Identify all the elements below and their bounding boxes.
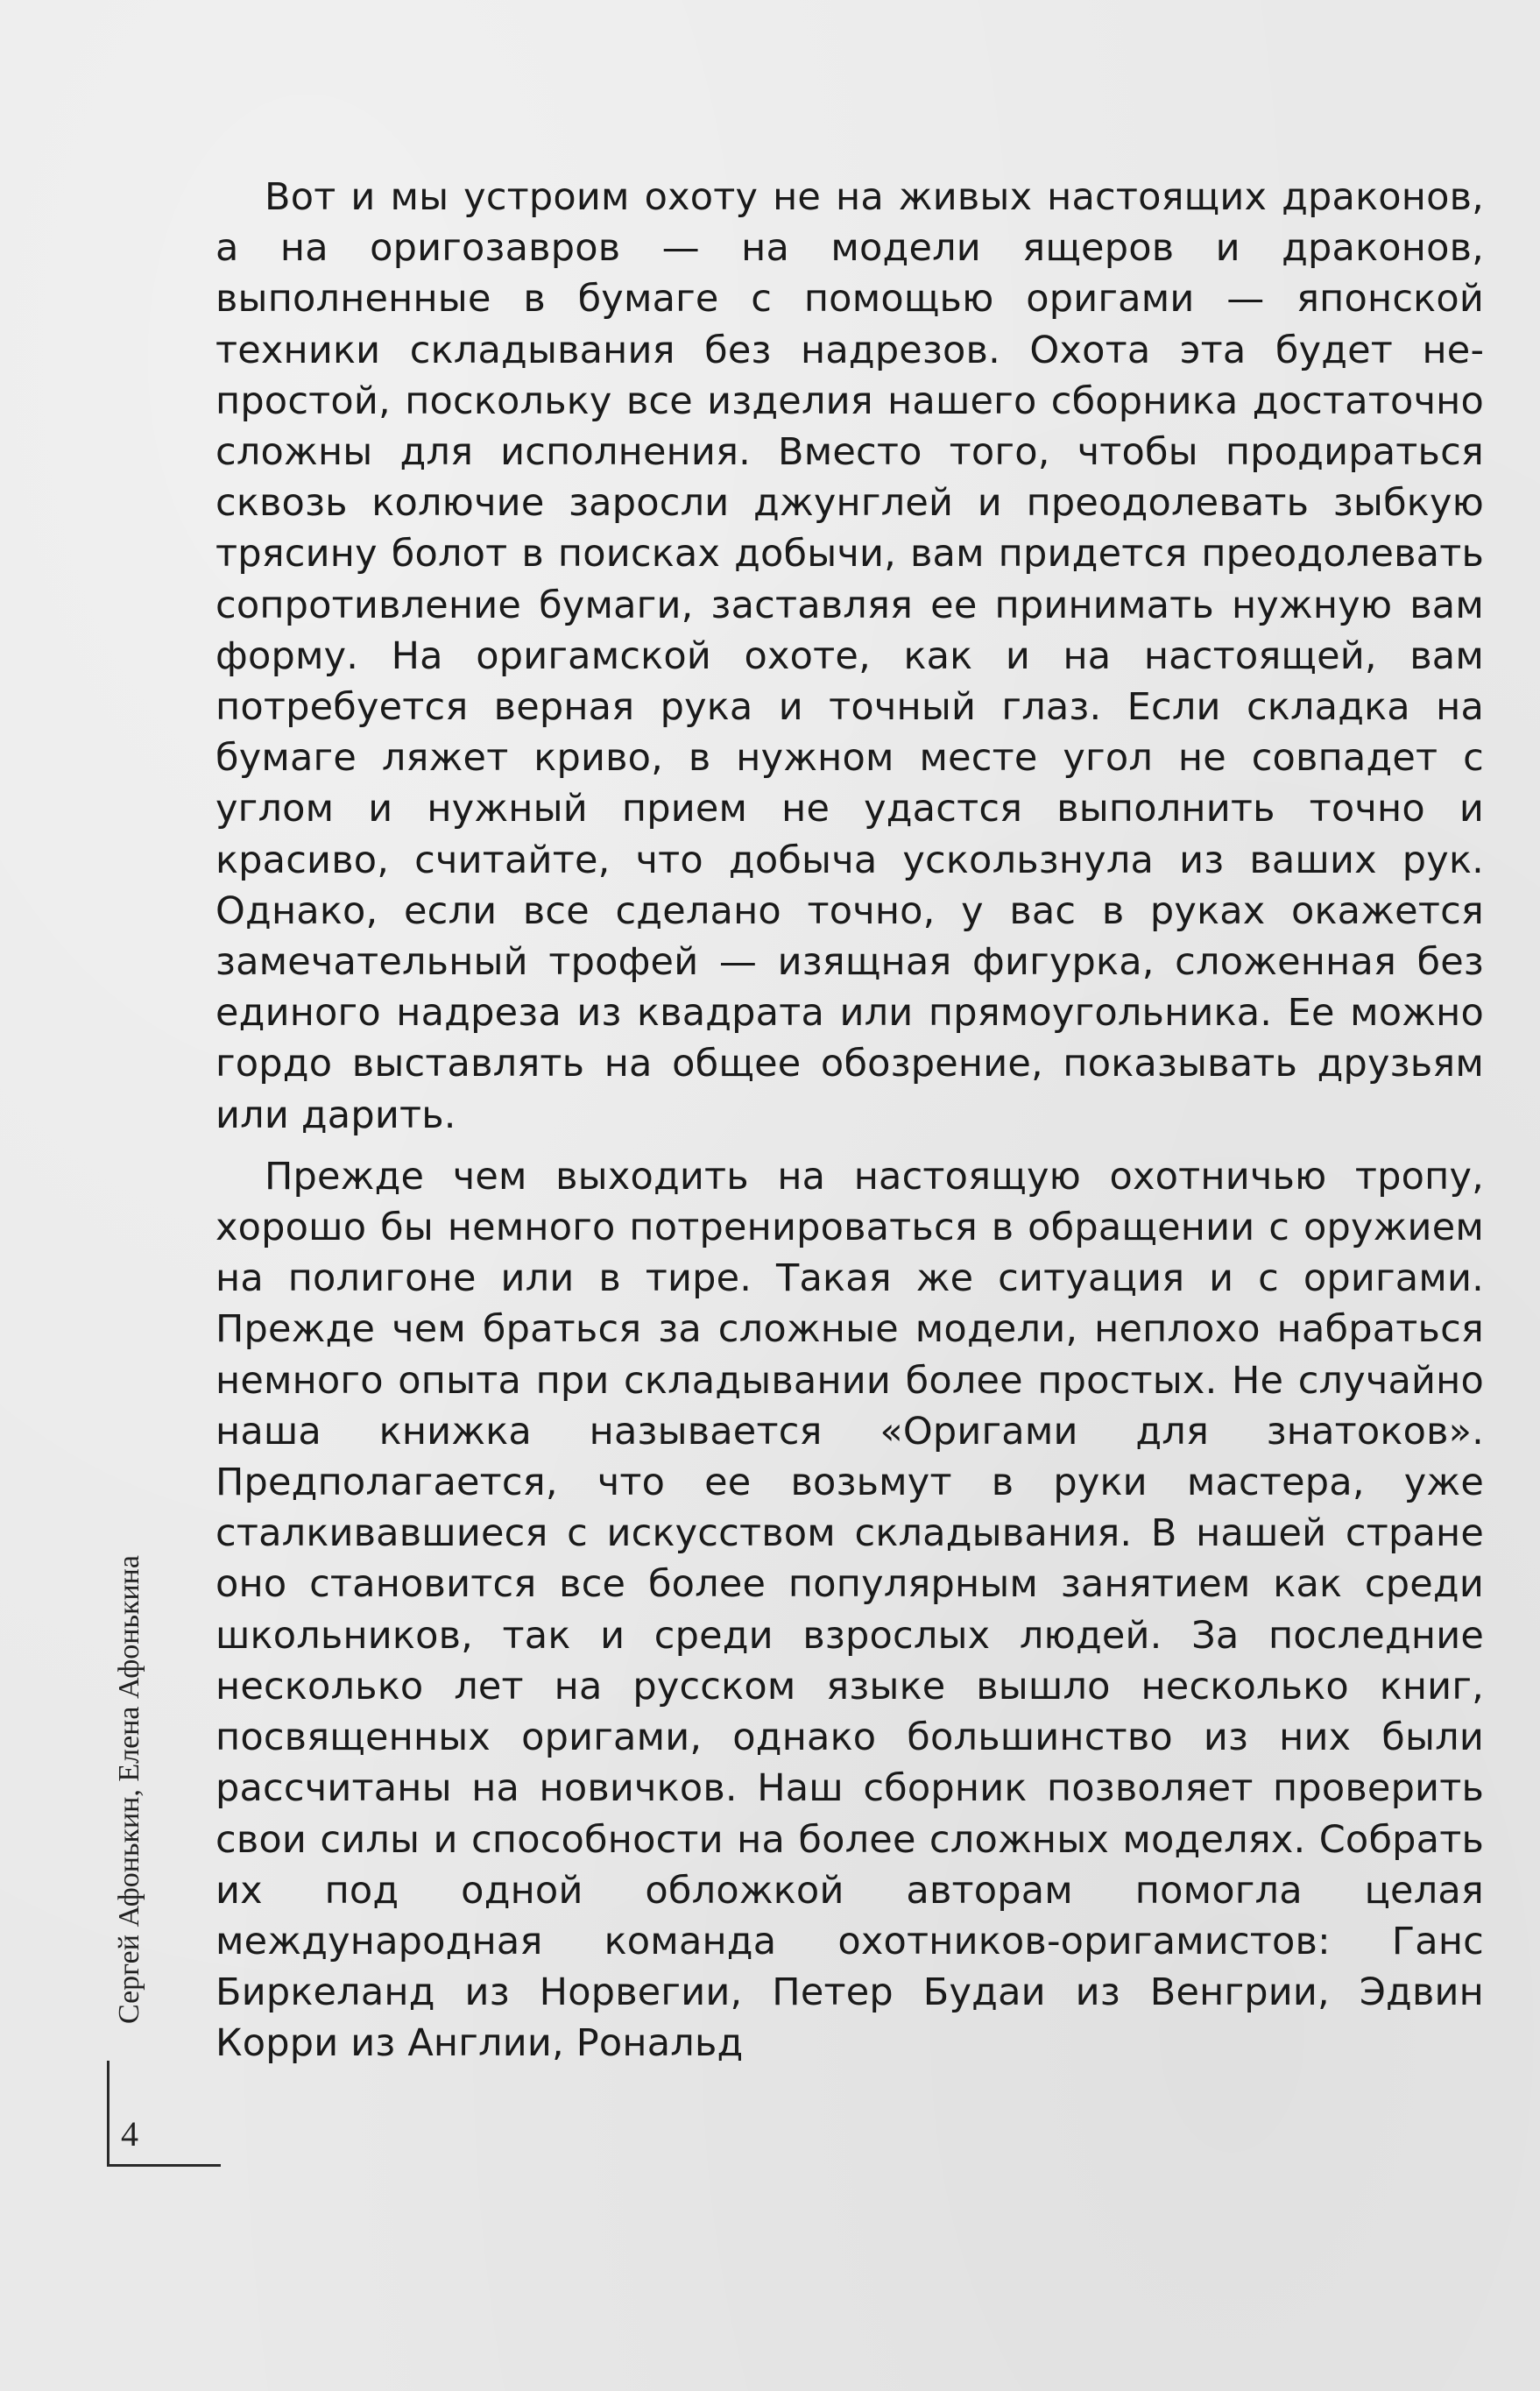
page-number: 4 (121, 2114, 138, 2154)
margin-horizontal-rule (107, 2164, 221, 2167)
paragraph-1: Вот и мы устроим охоту не на живых настоящих драконов, а на оригозавров — на модели ящеров и драконов, выполненные в бумаге с помощью оригами — японской техники складывания без надрезов. Охота эта будет непростой, поскольку все изделия нашего сборника достаточно сложны для исполнения. Вместо того, чтобы продираться сквозь колючие заросли джунглей и преодолевать зыбкую трясину болот в поисках добычи, вам придется преодолевать сопротивление бумаги, заставляя ее принимать нужную вам форму. На оригамской охоте, как и на настоящей, вам потребуется верная рука и точный глаз. Если складка на бумаге ляжет криво, в нужном месте угол не совпадет с углом и нужный прием не удастся выполнить точно и красиво, считайте, что добыча ускользнула из ваших рук. Однако, если все сделано точно, у вас в руках окажется замечательный трофей — изящная фигурка, сложенная без единого надреза из квадрата или прямоугольника. Ее можно гордо выставлять на общее обозрение, показывать друзьям или дарить. (215, 175, 1484, 1137)
paragraph-2: Прежде чем выходить на настоящую охотничью тропу, хорошо бы немного потренироваться в обращении с оружием на полигоне или в тире. Такая же ситуация и с оригами. Прежде чем браться за сложные модели, неплохо набраться немного опыта при складывании более простых. Не случайно наша книжка называется «Оригами для знатоков». Предполагается, что ее возьмут в руки мастера, уже сталкивавшиеся с искусством складывания. В нашей стране оно становится все более популярным занятием как среди школьников, так и среди взрослых людей. За последние несколько лет на русском языке вышло несколько книг, посвященных оригами, однако большинство из них были рассчитаны на новичков. Наш сборник позволяет проверить свои силы и способности на более сложных моделях. Собрать их под одной обложкой авторам помогла целая международная команда охотников-оригамистов: Ганс Биркеланд из Норвегии, Петер Будаи из Венгрии, Эдвин Корри из Англии, Рональд (215, 1154, 1484, 2066)
running-head-authors: Сергей Афонькин, Елена Афонькина (113, 1555, 145, 2024)
margin-vertical-rule (107, 2061, 109, 2166)
body-text (215, 172, 1484, 2080)
